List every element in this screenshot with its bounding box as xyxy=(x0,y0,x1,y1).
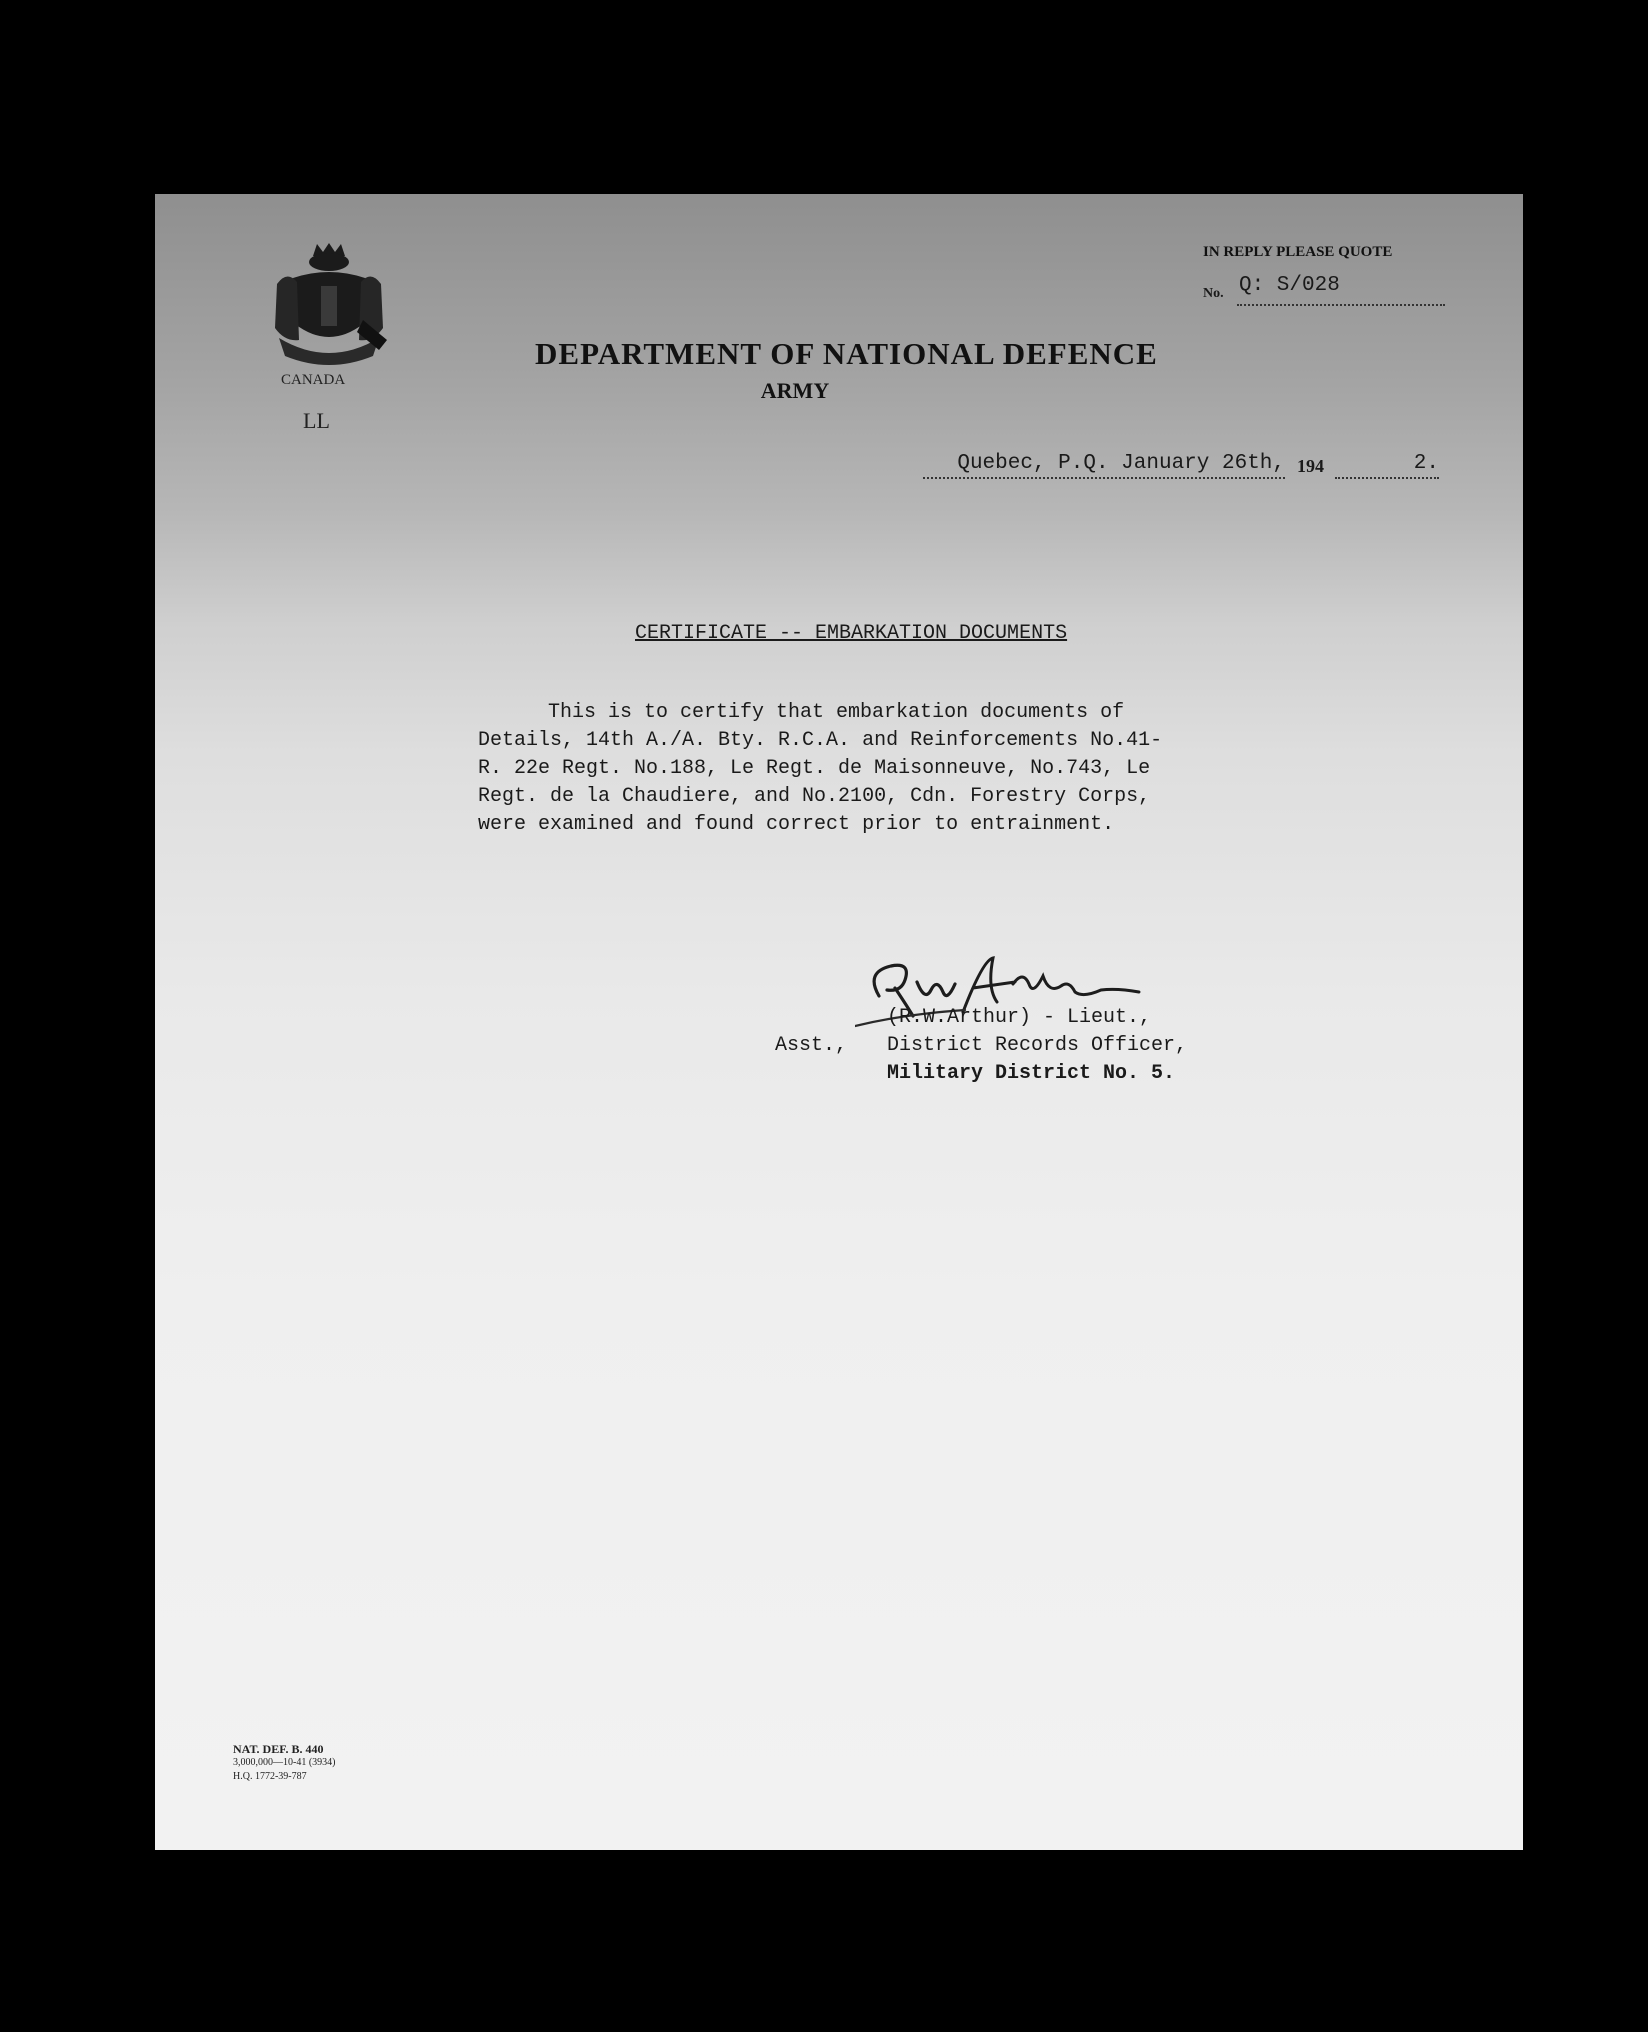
date-century: 194 xyxy=(1297,456,1324,476)
crest-caption: CANADA xyxy=(281,372,346,388)
department-branch: ARMY xyxy=(760,378,830,403)
department-title: DEPARTMENT OF NATIONAL DEFENCE xyxy=(535,336,1158,371)
reference-number-prefix: No. xyxy=(1203,286,1224,301)
body-line: Regt. de la Chaudiere, and No.2100, Cdn. Forestry Corps, xyxy=(478,785,1151,808)
signatory-name: (R.W.Arthur) - Lieut., xyxy=(887,1006,1152,1029)
certificate-body xyxy=(478,699,1318,839)
date-place: Quebec, P.Q. January 26th, xyxy=(923,452,1285,479)
document-page xyxy=(155,194,1523,1850)
body-line: Details, 14th A./A. Bty. R.C.A. and Reinforcements No.41- xyxy=(478,729,1163,752)
reply-quote-label: IN REPLY PLEASE QUOTE xyxy=(1203,244,1393,260)
reference-number: Q: S/028 xyxy=(1237,274,1445,306)
signatory-title: District Records Officer, xyxy=(887,1034,1188,1057)
assistant-prefix: Asst., xyxy=(775,1034,848,1057)
body-line: This is to certify that embarkation documents of xyxy=(548,701,1125,724)
form-number xyxy=(233,1742,336,1784)
signatory-district: Military District No. 5. xyxy=(887,1062,1176,1085)
form-print-run: 3,000,000—10-41 (3934) xyxy=(233,1757,336,1768)
form-hq-reference: H.Q. 1772-39-787 xyxy=(233,1771,307,1782)
file-initials: LL xyxy=(303,408,330,433)
body-line: were examined and found correct prior to entrainment. xyxy=(478,813,1115,836)
canada-coat-of-arms-icon xyxy=(267,242,392,372)
body-line: R. 22e Regt. No.188, Le Regt. de Maisonneuve, No.743, Le xyxy=(478,757,1151,780)
reference-number-field xyxy=(1203,274,1445,306)
date-line xyxy=(923,452,1439,486)
date-year: 2. xyxy=(1335,452,1439,479)
signature-block xyxy=(775,1004,1188,1088)
certificate-heading: CERTIFICATE -- EMBARKATION DOCUMENTS xyxy=(635,622,1068,645)
form-code: NAT. DEF. B. 440 xyxy=(233,1742,324,1756)
